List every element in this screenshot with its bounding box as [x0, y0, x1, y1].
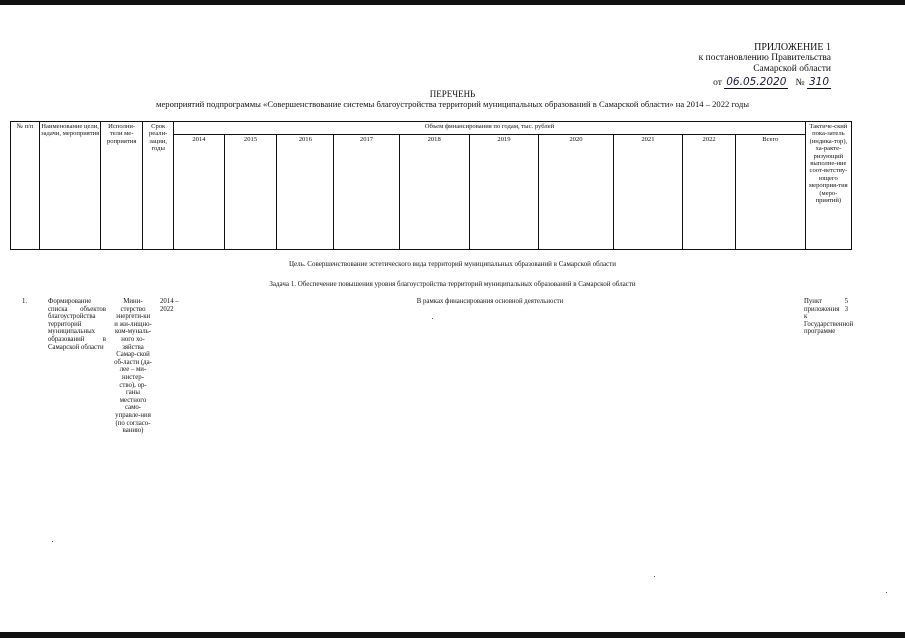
- appendix-line-1: к постановлению Правительства: [698, 53, 831, 63]
- funding-table-header: [10, 121, 852, 250]
- document-subtitle: мероприятий подпрограммы «Совершенствование системы благоустройства территорий муниципальных образований в Самарской области» на 2014 – 2022 годы: [156, 99, 749, 109]
- document-title: ПЕРЕЧЕНЬ: [429, 89, 476, 99]
- header-term: Срок реали-зации, годы: [143, 122, 174, 250]
- header-year-2015: 2015: [224, 135, 277, 250]
- header-name: Наименование цели, задачи, мероприятия: [40, 122, 101, 250]
- handwritten-date: 06.05.2020: [726, 76, 787, 88]
- header-funding: Объем финансирования по годам, тыс. рублей: [174, 122, 806, 135]
- header-total: Всего: [735, 135, 805, 250]
- header-year-2021: 2021: [613, 135, 683, 250]
- appendix-block: [699, 42, 831, 89]
- date-prefix: от: [713, 78, 722, 88]
- row-1-term: 2014 – 2022: [160, 298, 179, 313]
- appendix-title: ПРИЛОЖЕНИЕ 1: [754, 42, 831, 53]
- header-year-2016: 2016: [277, 135, 334, 250]
- header-year-2020: 2020: [539, 135, 613, 250]
- row-1-name: Формирование списка объектов благоустройства территорий муниципальных образований в Самарской области: [48, 298, 106, 351]
- row-1-num: 1.: [22, 298, 28, 305]
- header-year-2014: 2014: [174, 135, 224, 250]
- row-1-funding: В рамках финансирования основной деятельности: [416, 298, 564, 305]
- header-year-2022: 2022: [683, 135, 736, 250]
- appendix-line-2: Самарской области: [753, 64, 831, 74]
- header-indicator: Тактиче-ский пока-затель (индика-тор), ха-ракте-ризующий выполне-ние соот-ветству-ющего мероприя-тия (меро-приятий): [805, 122, 851, 250]
- row-1-executors: Мини-стерство энергети-ки и жи-лищно-ком-муналь-ного хо-зяйства Самар-ской об-ласти (да-лее – ми-нистер-ство), ор-ганы местного само-управле-ния (по согласо-ванию): [114, 298, 152, 435]
- header-num: № п/п: [11, 122, 40, 250]
- header-executors: Исполни-тели ме-роприятия: [101, 122, 143, 250]
- scan-speck: [654, 576, 655, 577]
- handwritten-number: 310: [808, 76, 829, 88]
- scan-speck: [52, 541, 53, 542]
- header-year-2017: 2017: [334, 135, 400, 250]
- header-year-2019: 2019: [469, 135, 539, 250]
- scan-bottom-border: [0, 632, 905, 638]
- scan-top-border: [0, 0, 905, 5]
- header-year-2018: 2018: [399, 135, 469, 250]
- number-prefix: №: [795, 78, 805, 88]
- appendix-date-line: [699, 77, 831, 89]
- row-1-indicator: Пункт 5 приложения 3 к Государственной программе: [804, 298, 854, 336]
- scan-speck: [886, 592, 887, 593]
- scan-speck: [432, 318, 433, 319]
- task-line: Задача 1. Обеспечение повышения уровня благоустройства территорий муниципальных образований в Самарской области: [269, 280, 636, 288]
- goal-line: Цель. Совершенствование эстетического вида территорий муниципальных образований в Самарской области: [288, 260, 617, 268]
